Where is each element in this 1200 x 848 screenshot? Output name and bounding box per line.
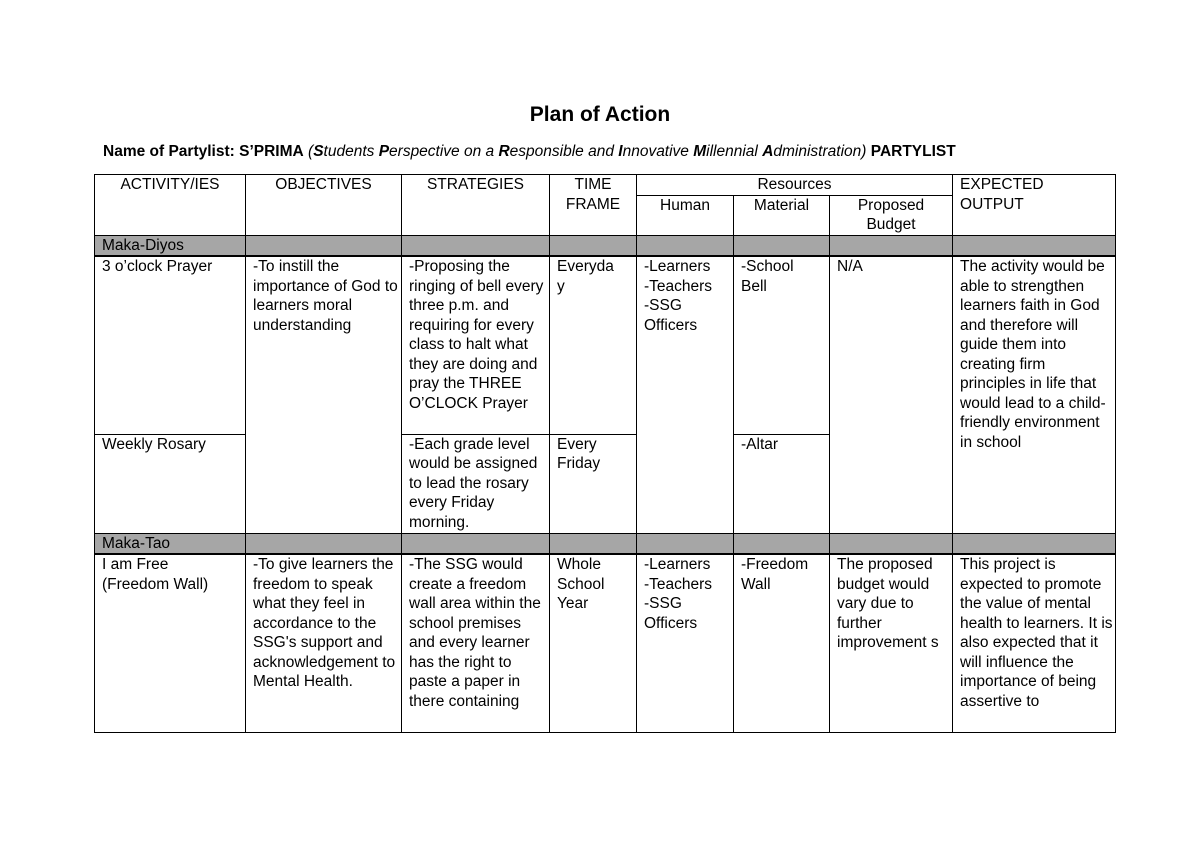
material-resources-cell: -Altar (734, 434, 830, 533)
page-title: Plan of Action (529, 103, 671, 126)
expected-output-cell: The activity would be able to strengthen learners faith in God and therefore will guide them into creating firm principles in life that would lead to a child-friendly environment in school (953, 256, 1116, 533)
time-frame-cell: Whole School Year (550, 554, 637, 732)
time-frame-cell: Everyda y (550, 256, 637, 434)
objectives-cell: -To instill the importance of God to learners moral understanding (246, 256, 402, 533)
objectives-cell: -To give learners the freedom to speak what they feel in accordance to the SSG's support and acknowledgement to Mental Health. (246, 554, 402, 732)
header-human: Human (637, 195, 734, 235)
activity-cell: I am Free (Freedom Wall) (95, 554, 246, 732)
header-expected-output: EXPECTED OUTPUT (953, 175, 1116, 236)
section-row (95, 533, 1116, 554)
strategies-cell: -Each grade level would be assigned to lead the rosary every Friday morning. (402, 434, 550, 533)
header-objectives: OBJECTIVES (246, 175, 402, 236)
human-resources-cell: -Learners -Teachers -SSG Officers (637, 256, 734, 533)
acronym-initial: S (313, 143, 324, 160)
acronym-word-rest: nnovative (622, 143, 694, 160)
header-strategies: STRATEGIES (402, 175, 550, 236)
header-resources: Resources (637, 175, 953, 196)
strategies-cell: -The SSG would create a freedom wall area within the school premises and every learner has the right to paste a paper in there containing (402, 554, 550, 732)
header-activity: ACTIVITY/IES (95, 175, 246, 236)
acronym-word-rest: dministration (773, 143, 862, 160)
material-resources-cell: -Freedom Wall (734, 554, 830, 732)
activity-cell: 3 o’clock Prayer (95, 256, 246, 434)
acronym-word-rest: erspective on a (389, 143, 499, 160)
partylist-line (103, 143, 956, 161)
table-row (95, 256, 1116, 434)
partylist-acronym-expansion (308, 143, 866, 160)
section-row (95, 235, 1116, 256)
partylist-name: S’PRIMA (239, 143, 304, 160)
acronym-word-rest: tudents (323, 143, 379, 160)
acronym-word-rest: illennial (706, 143, 763, 160)
time-frame-cell: Every Friday (550, 434, 637, 533)
table-row (95, 554, 1116, 732)
acronym-close-paren: ) (861, 143, 867, 160)
header-material: Material (734, 195, 830, 235)
acronym-initial: P (378, 143, 390, 160)
plan-of-action-table (94, 174, 1116, 733)
strategies-cell: -Proposing the ringing of bell every three p.m. and requiring for every class to halt what they are doing and pray the THREE O’CLOCK Prayer (402, 256, 550, 434)
acronym-initial: A (762, 143, 774, 160)
proposed-budget-cell: The proposed budget would vary due to further improvement s (830, 554, 953, 732)
header-proposed-budget: Proposed Budget (830, 195, 953, 235)
acronym-word-rest: esponsible and (509, 143, 619, 160)
acronym-open-paren: ( (308, 143, 314, 160)
acronym-initial: I (618, 143, 623, 160)
acronym-initial: R (498, 143, 510, 160)
proposed-budget-cell: N/A (830, 256, 953, 533)
activity-cell: Weekly Rosary (95, 434, 246, 533)
partylist-label: Name of Partylist: (103, 143, 235, 160)
acronym-initial: M (693, 143, 707, 160)
material-resources-cell: -School Bell (734, 256, 830, 434)
header-time-frame: TIME FRAME (550, 175, 637, 236)
section-label-maka-diyos: Maka-Diyos (95, 235, 246, 256)
header-row (95, 175, 1116, 196)
partylist-suffix: PARTYLIST (870, 143, 956, 160)
expected-output-cell: This project is expected to promote the value of mental health to learners. It is also expected that it will influence the importance of being assertive to (953, 554, 1116, 732)
human-resources-cell: -Learners -Teachers -SSG Officers (637, 554, 734, 732)
section-label-maka-tao: Maka-Tao (95, 533, 246, 554)
